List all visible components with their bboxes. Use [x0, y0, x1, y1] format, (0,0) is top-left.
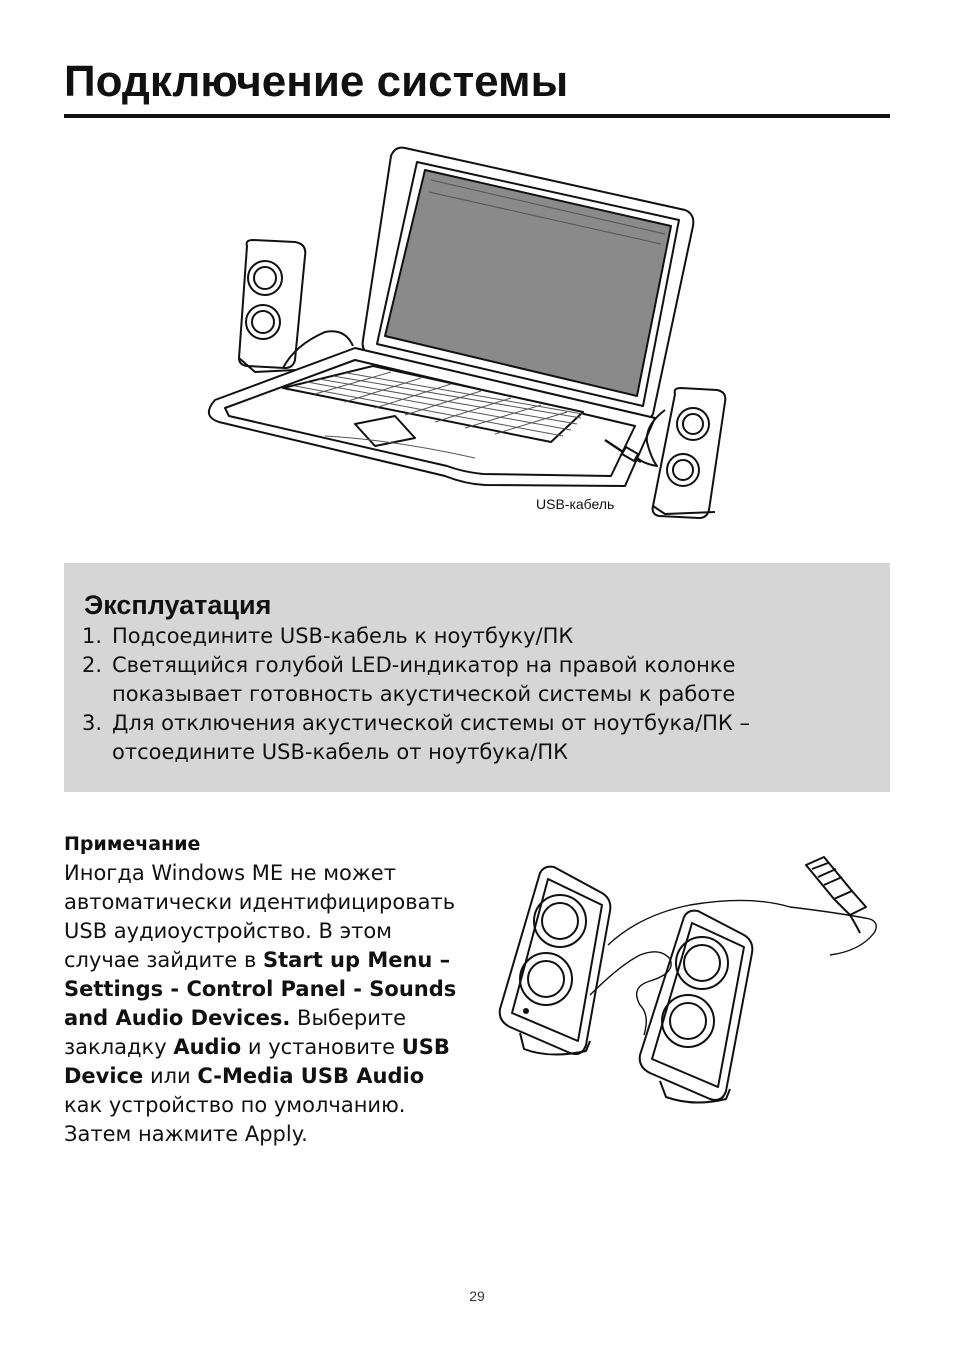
note-text-part: или	[143, 1064, 198, 1088]
operation-steps	[82, 622, 812, 767]
title-rule	[64, 114, 890, 118]
page-number: 29	[469, 1288, 485, 1304]
list-item	[82, 709, 812, 767]
usb-device-name: USB Device	[64, 1035, 450, 1088]
right-speaker	[653, 388, 726, 518]
step-text: Светящийся голубой LED-индикатор на правой колонке показывает готовность акустической системы к работе	[112, 653, 736, 706]
list-item	[82, 622, 812, 651]
speaker-left	[500, 867, 611, 1055]
note-text	[64, 859, 464, 1149]
note-text-part: и установите	[241, 1035, 402, 1059]
usb-plug	[806, 857, 866, 933]
step-text: Для отключения акустической системы от ноутбука/ПК – отсоедините USB-кабель от ноутбука/ПК	[112, 711, 751, 764]
cmedia-device-name: C-Media USB Audio	[197, 1064, 425, 1088]
audio-tab-name: Audio	[173, 1035, 242, 1059]
note-block	[64, 829, 464, 1149]
speaker-right	[640, 911, 753, 1103]
step-number: 3.	[82, 711, 103, 735]
step-number: 2.	[82, 653, 103, 677]
note-text-part: как устройство по умолчанию. Затем нажмите Apply.	[64, 1093, 406, 1146]
usb-cable-label: USB-кабель	[536, 496, 615, 512]
note-text-part: Выберите закладку	[64, 1006, 407, 1059]
speakers-illustration	[490, 855, 885, 1110]
page-title: Подключение системы	[64, 57, 569, 106]
note-title: Примечание	[64, 833, 201, 855]
laptop-speakers-illustration	[195, 140, 735, 525]
step-text: Подсоедините USB-кабель к ноутбуку/ПК	[112, 624, 574, 648]
list-item	[82, 651, 812, 709]
operation-title: Эксплуатация	[84, 590, 272, 620]
operation-box	[64, 563, 890, 792]
left-speaker	[239, 240, 353, 372]
menu-path: Start up Menu – Settings - Control Panel - Sounds and Audio Devices.	[64, 948, 457, 1030]
note-text-part: Иногда Windows ME не может автоматически идентифицировать USB аудиоустройство. В этом случае зайдите в	[64, 861, 456, 972]
step-number: 1.	[82, 624, 103, 648]
